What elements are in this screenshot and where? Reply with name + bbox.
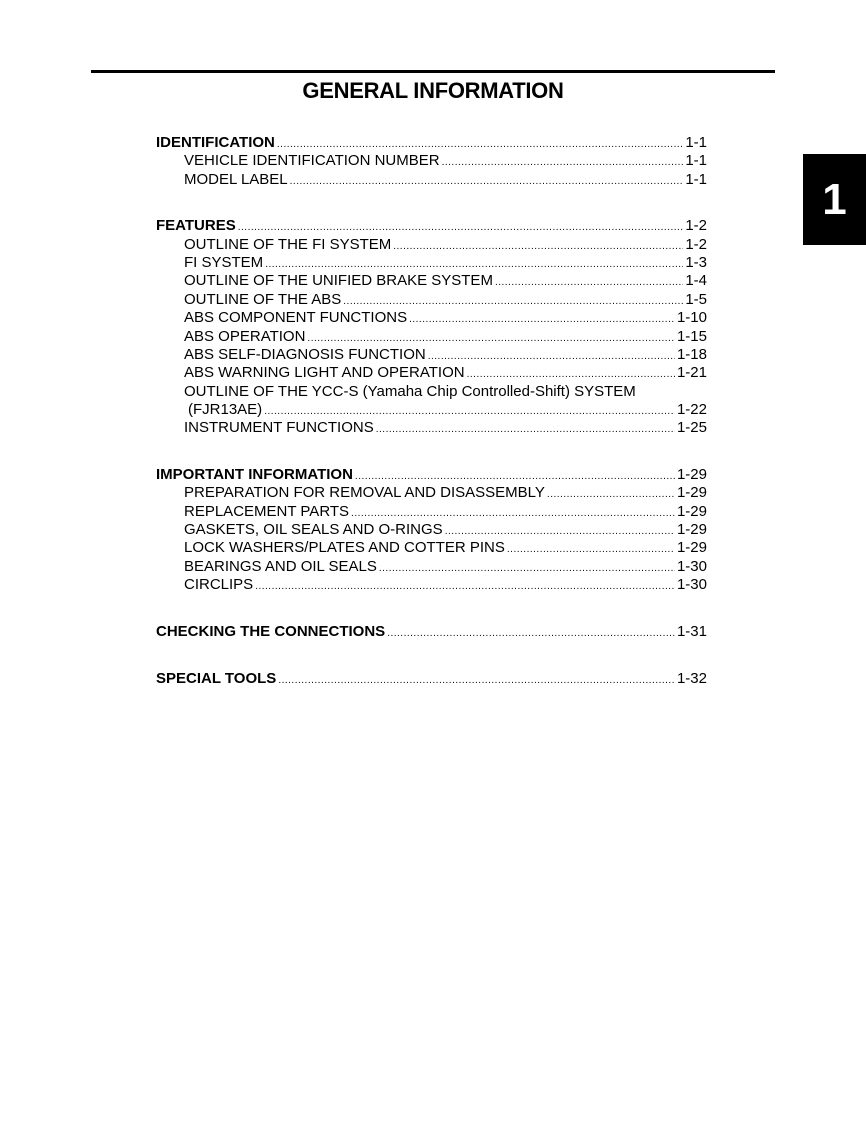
toc-heading-label: IMPORTANT INFORMATION	[156, 465, 353, 483]
dot-leader	[290, 173, 684, 191]
dot-leader	[428, 348, 675, 366]
toc-section	[156, 134, 707, 189]
toc-page-number: 1-1	[685, 152, 707, 170]
toc-entry-label: ABS SELF-DIAGNOSIS FUNCTION	[184, 345, 426, 363]
toc-entry-row[interactable]	[156, 539, 707, 557]
toc-page-number: 1-29	[676, 502, 707, 520]
toc-page-number: 1-5	[685, 290, 707, 308]
toc-section	[156, 466, 707, 595]
dot-leader	[278, 672, 675, 690]
dot-leader	[393, 238, 683, 256]
toc-entry-continuation: (FJR13AE)	[188, 401, 263, 419]
toc-heading-label: FEATURES	[156, 217, 236, 235]
toc-entry-row[interactable]	[156, 291, 707, 309]
toc-entry-row[interactable]	[156, 236, 707, 254]
toc-entry-row[interactable]	[156, 346, 707, 364]
toc-entry-label: PREPARATION FOR REMOVAL AND DISASSEMBLY	[184, 484, 545, 502]
toc-page-number: 1-30	[676, 576, 707, 594]
toc-heading-row[interactable]	[156, 134, 707, 152]
toc-entry-continuation-row[interactable]	[156, 401, 707, 419]
dot-leader	[547, 486, 675, 504]
toc-heading-row[interactable]	[156, 623, 707, 641]
toc-entry-row[interactable]	[156, 383, 707, 401]
toc-entry-label: VEHICLE IDENTIFICATION NUMBER	[184, 152, 440, 170]
toc-heading-label: SPECIAL TOOLS	[156, 669, 277, 687]
toc-heading-row[interactable]	[156, 217, 707, 235]
dot-leader	[507, 541, 675, 559]
toc-page-number: 1-1	[685, 170, 707, 188]
toc-entry-label: ABS COMPONENT FUNCTIONS	[184, 309, 408, 327]
toc-entry-label: BEARINGS AND OIL SEALS	[184, 557, 377, 575]
toc-page-number: 1-1	[685, 134, 707, 151]
toc-page-number: 1-21	[676, 364, 707, 382]
toc-entry-row[interactable]	[156, 309, 707, 327]
toc-heading-label: IDENTIFICATION	[156, 134, 275, 151]
table-of-contents	[156, 134, 707, 717]
page-title: GENERAL INFORMATION	[302, 78, 564, 103]
toc-page-number: 1-22	[676, 401, 707, 419]
toc-entry-row[interactable]	[156, 364, 707, 382]
dot-leader	[387, 625, 675, 643]
toc-heading-row[interactable]	[156, 670, 707, 688]
toc-page-number: 1-15	[676, 327, 707, 345]
toc-entry-label: LOCK WASHERS/PLATES AND COTTER PINS	[184, 539, 505, 557]
toc-entry-row[interactable]	[156, 328, 707, 346]
toc-entry-row[interactable]	[156, 419, 707, 437]
dot-leader	[255, 578, 675, 596]
dot-leader	[376, 421, 675, 439]
toc-entry-row[interactable]	[156, 576, 707, 594]
toc-page-number: 1-10	[676, 309, 707, 327]
toc-section	[156, 623, 707, 641]
toc-entry-label: MODEL LABEL	[184, 170, 288, 188]
toc-entry-row[interactable]	[156, 254, 707, 272]
toc-page-number: 1-29	[676, 484, 707, 502]
dot-leader	[495, 274, 683, 292]
toc-entry-label: OUTLINE OF THE ABS	[184, 290, 342, 308]
toc-entry-row[interactable]	[156, 152, 707, 170]
toc-page-number: 1-29	[676, 465, 707, 483]
toc-entry-label: FI SYSTEM	[184, 253, 264, 271]
toc-entry-row[interactable]	[156, 272, 707, 290]
toc-entry-row[interactable]	[156, 484, 707, 502]
toc-entry-row[interactable]	[156, 503, 707, 521]
toc-entry-label: INSTRUMENT FUNCTIONS	[184, 419, 374, 437]
toc-page-number: 1-29	[676, 521, 707, 539]
toc-section	[156, 217, 707, 438]
toc-entry-label: ABS WARNING LIGHT AND OPERATION	[184, 364, 465, 382]
toc-page-number: 1-31	[676, 622, 707, 640]
toc-page-number: 1-3	[685, 253, 707, 271]
toc-entry-row[interactable]	[156, 171, 707, 189]
toc-page-number: 1-30	[676, 557, 707, 575]
toc-page-number: 1-2	[685, 235, 707, 253]
dot-leader	[379, 560, 675, 578]
toc-page-number: 1-4	[685, 272, 707, 290]
toc-heading-label: CHECKING THE CONNECTIONS	[156, 622, 386, 640]
chapter-tab: 1	[803, 154, 866, 245]
toc-heading-row[interactable]	[156, 466, 707, 484]
toc-entry-label: OUTLINE OF THE UNIFIED BRAKE SYSTEM	[184, 272, 493, 290]
toc-page-number: 1-18	[676, 345, 707, 363]
toc-page-number: 1-29	[676, 539, 707, 557]
toc-entry-label: ABS OPERATION	[184, 327, 306, 345]
dot-leader	[442, 154, 684, 172]
toc-page-number: 1-2	[685, 217, 707, 235]
toc-entry-row[interactable]	[156, 558, 707, 576]
toc-page-number: 1-32	[676, 669, 707, 687]
toc-entry-label: REPLACEMENT PARTS	[184, 502, 350, 520]
dot-leader	[409, 311, 675, 329]
toc-entry-label: OUTLINE OF THE YCC-S (Yamaha Chip Controlled-Shift) SYSTEM	[184, 382, 636, 400]
toc-page-number: 1-25	[676, 419, 707, 437]
toc-entry-label: OUTLINE OF THE FI SYSTEM	[184, 235, 392, 253]
top-rule	[91, 70, 775, 73]
toc-section	[156, 670, 707, 688]
toc-entry-row[interactable]	[156, 521, 707, 539]
toc-entry-label: CIRCLIPS	[184, 576, 254, 594]
toc-entry-label: GASKETS, OIL SEALS AND O-RINGS	[184, 521, 443, 539]
